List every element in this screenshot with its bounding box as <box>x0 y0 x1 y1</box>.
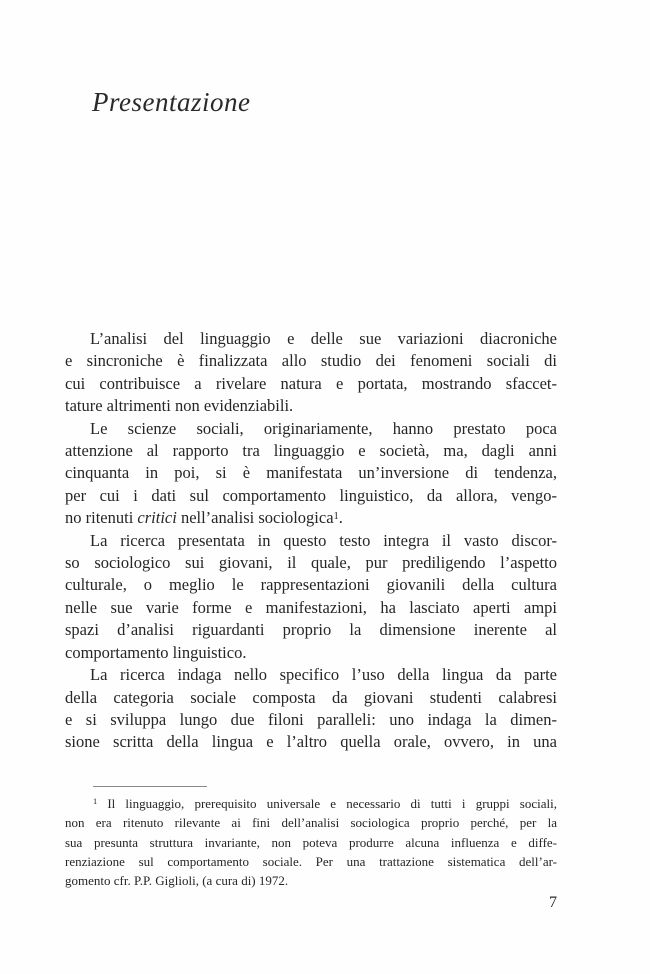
text-segment: spazi d’analisi riguardanti proprio la dimensione inerente al <box>65 620 557 640</box>
text-segment: . <box>338 508 343 528</box>
text-segment: e sincroniche è finalizzata allo studio dei fenomeni sociali di <box>65 351 557 371</box>
text-segment: e si sviluppa lungo due filoni paralleli: uno indaga la dimen- <box>65 709 557 729</box>
text-line <box>65 574 557 596</box>
text-segment: no ritenuti <box>65 508 138 528</box>
footnote-separator <box>93 786 207 787</box>
text-line <box>65 871 557 890</box>
text-segment: critici <box>137 508 177 528</box>
text-segment: La ricerca presentata in questo testo integra il vasto discor- <box>90 530 557 550</box>
text-segment: della categoria sociale composta da giovani studenti calabresi <box>65 687 557 707</box>
text-segment: La ricerca indaga nello specifico l’uso della lingua da parte <box>90 665 557 685</box>
text-line <box>65 350 557 372</box>
footnote-paragraph <box>65 794 557 890</box>
body-text <box>65 328 557 754</box>
text-line <box>65 530 557 552</box>
text-segment: gomento cfr. P.P. Giglioli, (a cura di) 1972. <box>65 873 289 889</box>
text-segment: tature altrimenti non evidenziabili. <box>65 396 294 416</box>
text-line <box>65 597 557 619</box>
text-line <box>65 813 557 832</box>
footnote <box>65 794 557 890</box>
text-line <box>65 664 557 686</box>
footnote-ref: 1 <box>93 797 98 807</box>
text-segment: cui contribuisce a rivelare natura e portata, mostrando sfaccet- <box>65 373 557 393</box>
text-segment: attenzione al rapporto tra linguaggio e società, ma, dagli anni <box>65 441 557 461</box>
text-segment: sua presunta struttura invariante, non poteva produrre alcuna influenza e diffe- <box>65 834 557 850</box>
text-segment: cinquanta in poi, si è manifestata un’inversione di tendenza, <box>65 463 557 483</box>
text-line <box>65 507 557 529</box>
text-line <box>65 687 557 709</box>
text-segment: L’analisi del linguaggio e delle sue variazioni diacroniche <box>90 329 557 348</box>
paragraph <box>65 664 557 754</box>
paragraph <box>65 418 557 530</box>
text-line <box>65 619 557 641</box>
text-line <box>65 731 557 753</box>
text-line <box>65 418 557 440</box>
text-segment: renziazione sul comportamento sociale. Per una trattazione sistematica dell’ar- <box>65 853 557 869</box>
chapter-title: Presentazione <box>92 87 251 117</box>
page-number: 7 <box>549 894 557 911</box>
text-line <box>65 328 557 350</box>
text-line <box>65 373 557 395</box>
text-line <box>65 440 557 462</box>
text-segment: comportamento linguistico. <box>65 642 247 662</box>
text-line <box>65 462 557 484</box>
text-segment: Il linguaggio, prerequisito universale e necessario di tutti i gruppi sociali, <box>97 796 557 811</box>
text-segment: non era ritenuto rilevante ai fini dell’analisi sociologica proprio perché, per la <box>65 815 557 831</box>
text-segment: nelle sue varie forme e manifestazioni, ha lasciato aperti ampi <box>65 597 557 617</box>
paragraph <box>65 328 557 418</box>
text-segment: Le scienze sociali, originariamente, hanno prestato poca <box>90 418 557 438</box>
text-segment: per cui i dati sul comportamento linguistico, da allora, vengo- <box>65 485 557 505</box>
text-segment: so sociologico sui giovani, il quale, pur prediligendo l’aspetto <box>65 553 557 573</box>
paragraph <box>65 530 557 664</box>
text-line <box>65 794 557 813</box>
text-line <box>65 709 557 731</box>
text-line <box>65 485 557 507</box>
text-line <box>65 395 557 417</box>
footnote-ref: 1 <box>333 510 339 522</box>
text-line <box>65 833 557 852</box>
text-segment: sione scritta della lingua e l’altro quella orale, ovvero, in una <box>65 732 557 752</box>
text-segment: culturale, o meglio le rappresentazioni giovanili della cultura <box>65 575 557 595</box>
text-line <box>65 642 557 664</box>
text-line <box>65 852 557 871</box>
text-segment: nell’analisi sociologica <box>176 508 334 528</box>
text-line <box>65 552 557 574</box>
